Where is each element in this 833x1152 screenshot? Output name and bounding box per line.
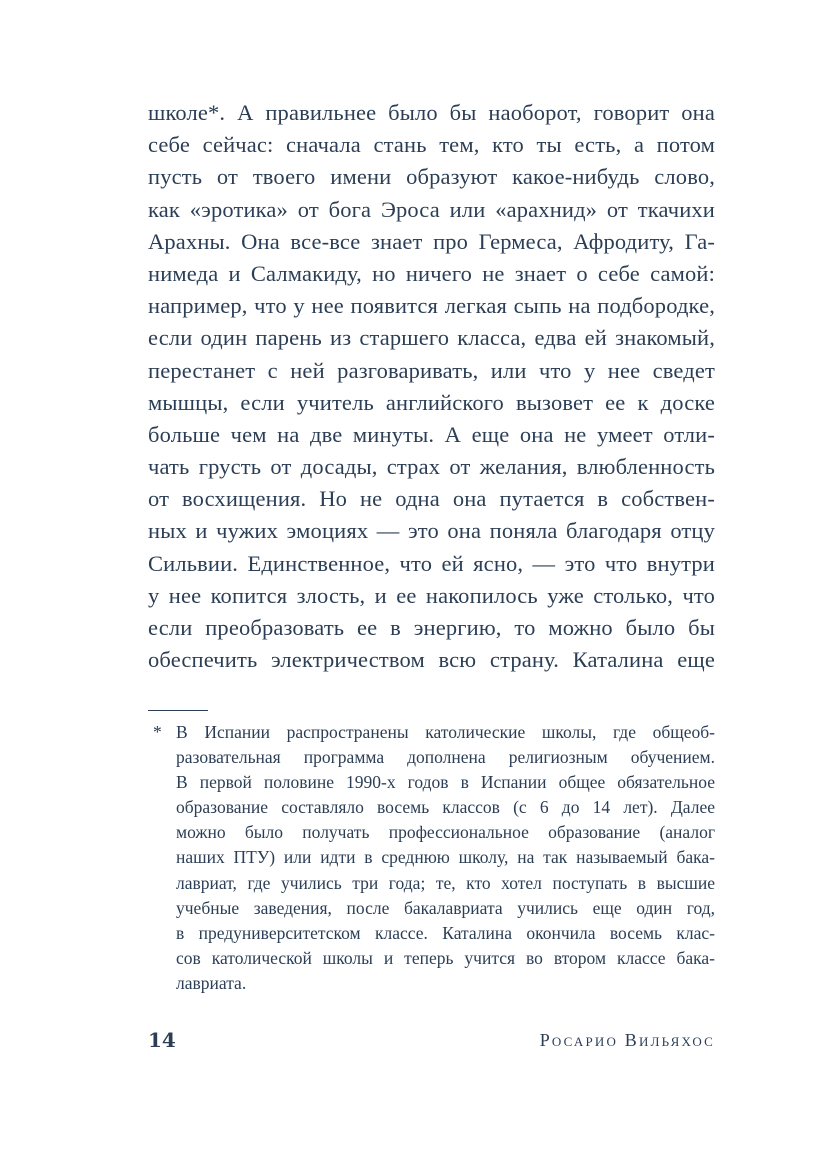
text-line: например, что у нее появится легкая сыпь на подбородке, <box>148 293 715 319</box>
text-line: перестанет с ней разговаривать, или что у нее сведет <box>148 357 715 383</box>
text-line: больше чем на две минуты. А еще она не умеет отли- <box>148 421 715 447</box>
footnote-marker: * <box>153 722 162 742</box>
page-number: 14 <box>148 1028 176 1052</box>
text-line: как «эротика» от бога Эроса или «арахнид» от ткачихи <box>148 196 715 222</box>
text-line: от восхищения. Но не одна она путается в собствен- <box>148 486 715 512</box>
footnote-line: образование составляло восемь классов (с 6 до 14 лет). Далее <box>176 797 715 818</box>
text-line: мышцы, если учитель английского вызовет ее к доске <box>148 389 715 415</box>
running-author: Росарио Вильяхос <box>539 1030 715 1050</box>
text-line: Сильвии. Единственное, что ей ясно, — это что внутри <box>148 550 715 576</box>
footnote-line: наших ПТУ) или идти в среднюю школу, на так называемый бака- <box>176 847 715 868</box>
text-line: у нее копится злость, и ее накопилось уже столько, что <box>148 582 715 608</box>
text-line: чать грусть от досады, страх от желания, влюбленность <box>148 454 715 480</box>
text-line: обеспечить электричеством всю страну. Каталина еще <box>148 647 715 673</box>
text-line: Арахны. Она все-все знает про Гермеса, Афродиту, Га- <box>148 228 715 254</box>
footnote-line: сов католической школы и теперь учится во втором классе бака- <box>176 947 715 968</box>
footnote-line: В Испании распространены католические школы, где общеоб- <box>176 722 715 742</box>
text-line: ных и чужих эмоциях — это она поняла благодаря отцу <box>148 518 715 544</box>
footnote-line: разовательная программа дополнена религиозным обучением. <box>176 747 715 768</box>
footnote-line: лавриата. <box>176 972 247 993</box>
main-text-block <box>148 97 715 676</box>
text-line: себе сейчас: сначала стань тем, кто ты есть, а потом <box>148 132 715 158</box>
text-line: школе*. А правильнее было бы наоборот, говорит она <box>148 100 715 125</box>
footnote-separator <box>148 710 208 711</box>
footnote-line: можно было получать профессиональное образование (аналог <box>176 822 715 843</box>
footnote-line: лавриат, где учились три года; те, кто хотел поступать в высшие <box>176 872 715 893</box>
page-footer <box>148 1026 715 1054</box>
footnote-body <box>176 720 715 996</box>
text-line: если преобразовать ее в энергию, то можно было бы <box>148 615 715 640</box>
text-line: если один парень из старшего класса, едва ей знакомый, <box>148 325 715 351</box>
footnote-line: в предуниверситетском классе. Каталина окончила восемь клас- <box>176 922 715 943</box>
text-line: нимеда и Салмакиду, но ничего не знает о себе самой: <box>148 260 715 286</box>
text-line: пусть от твоего имени образуют какое-нибудь слово, <box>148 164 715 190</box>
footnote-line: учебные заведения, после бакалавриата учились еще один год, <box>176 897 715 918</box>
footnote-line: В первой половине 1990-х годов в Испании общее обязательное <box>176 772 715 793</box>
